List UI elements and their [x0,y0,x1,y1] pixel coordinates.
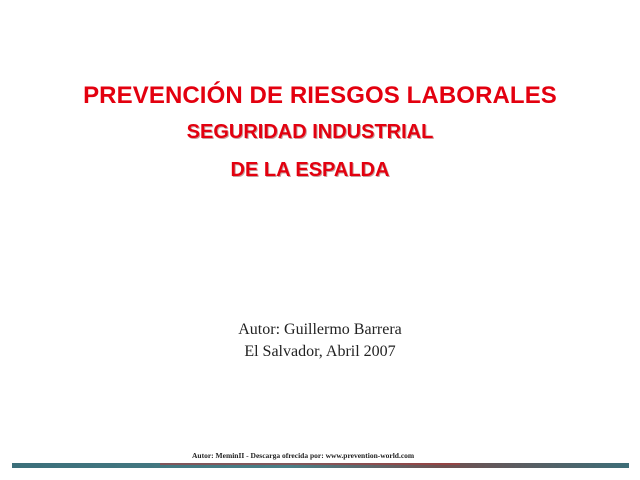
footer-divider-accent [160,463,460,465]
author-name: Autor: Guillermo Barrera [238,321,402,338]
slide-title: PREVENCIÓN DE RIESGOS LABORALES [83,82,557,109]
footer-credit: Autor: MeminII - Descarga ofrecida por: www.prevention-world.com [192,451,415,460]
slide-subtitle-line-2: DE LA ESPALDA [230,159,390,181]
slide-subtitle-line-1: SEGURIDAD INDUSTRIAL [186,121,434,143]
location-date: El Salvador, Abril 2007 [244,343,396,360]
